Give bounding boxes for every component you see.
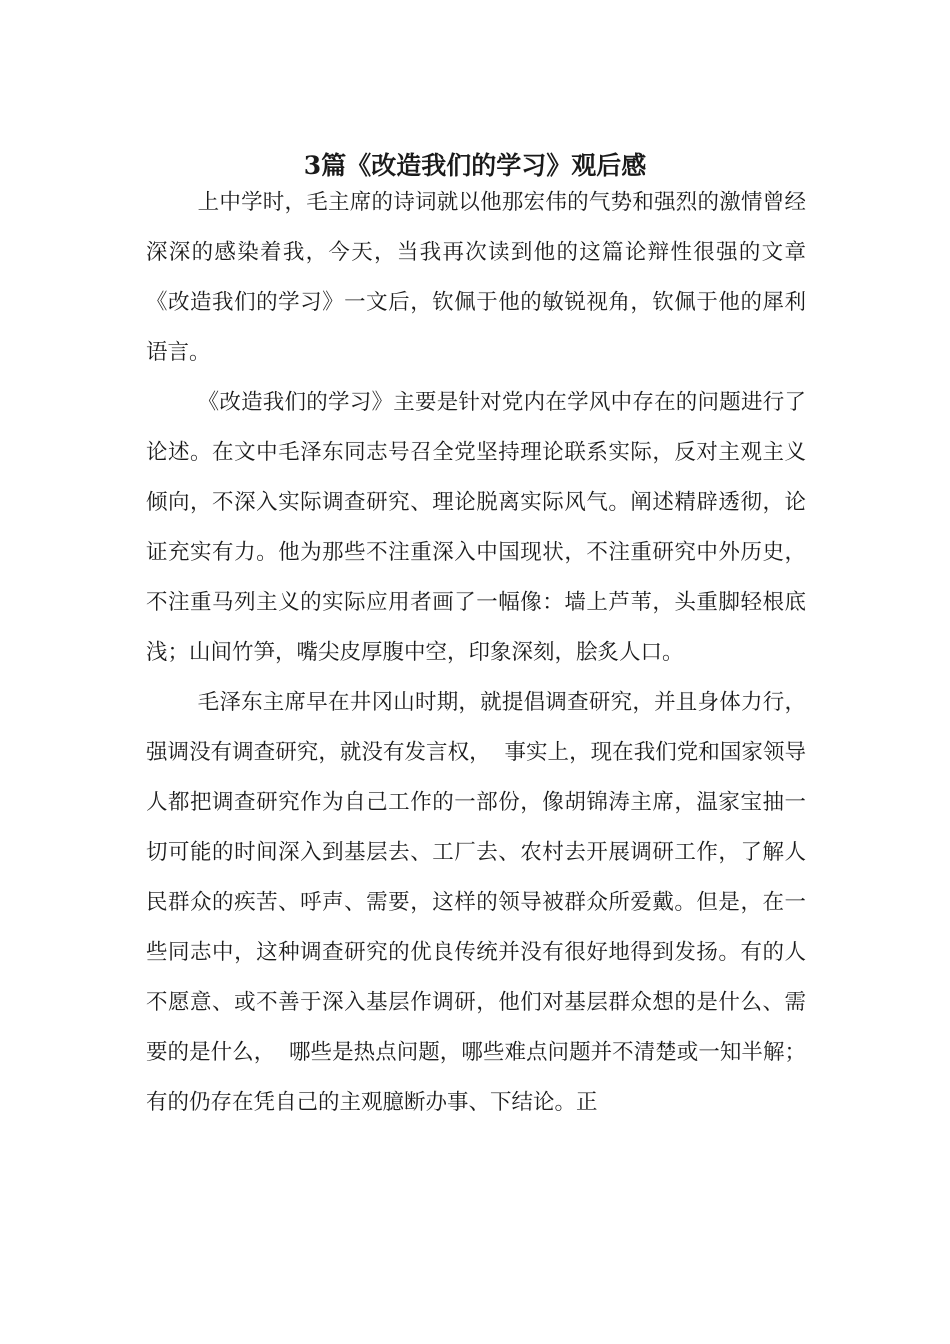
document-title: 3篇《改造我们的学习》观后感 [303,151,647,180]
paragraph-2: 《改造我们的学习》主要是针对党内在学风中存在的问题进行了论述。在文中毛泽东同志号召全党坚持理论联系实际，反对主观主义倾向，不深入实际调查研究、理论脱离实际风气。阐述精辟透彻，论证充实有力。他为那些不注重深入中国现状，不注重研究中外历史，不注重马列主义的实际应用者画了一幅像：墙上芦苇，头重脚轻根底浅；山间竹笋，嘴尖皮厚腹中空，印象深刻，脍炙人口。 [146,390,806,665]
document-body [146,178,806,1128]
paragraph-1: 上中学时，毛主席的诗词就以他那宏伟的气势和强烈的激情曾经深深的感染着我，今天，当我再次读到他的这篇论辩性很强的文章《改造我们的学习》一文后，钦佩于他的敏锐视角，钦佩于他的犀利语言。 [146,190,806,365]
paragraph-3: 毛泽东主席早在井冈山时期，就提倡调查研究，并且身体力行，强调没有调查研究，就没有发言权， 事实上，现在我们党和国家领导人都把调查研究作为自己工作的一部份，像胡锦涛主席，温家宝抽一切可能的时间深入到基层去、工厂去、农村去开展调研工作，了解人民群众的疾苦、呼声、需要，这样的领导被群众所爱戴。但是，在一些同志中，这种调查研究的优良传统并没有很好地得到发扬。有的人不愿意、或不善于深入基层作调研，他们对基层群众想的是什么、需要的是什么， 哪些是热点问题，哪些难点问题并不清楚或一知半解；有的仍存在凭自己的主观臆断办事、下结论。正 [146,690,806,1115]
